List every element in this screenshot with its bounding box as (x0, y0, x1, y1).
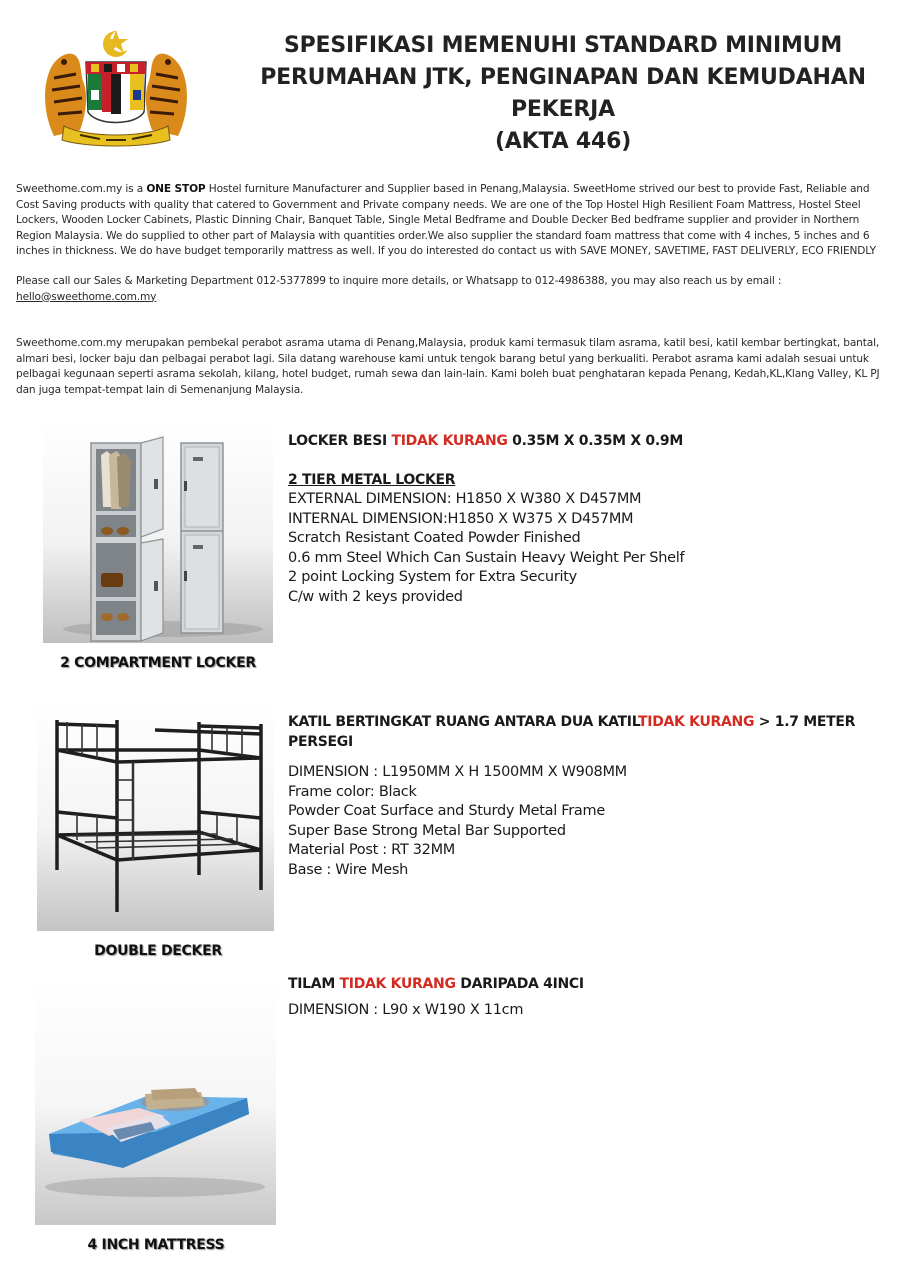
title-line-1: SPESIFIKASI MEMENUHI STANDARD MINIMUM (283, 33, 843, 58)
spec-line: Powder Coat Surface and Sturdy Metal Frame (288, 803, 605, 820)
title-line-2: PERUMAHAN JTK, PENGINAPAN DAN KEMUDAHAN PEKERJA (260, 65, 866, 122)
malaysia-coat-of-arms-icon (36, 26, 196, 148)
spec-line: 2 point Locking System for Extra Security (288, 569, 577, 586)
spec-line: EXTERNAL DIMENSION: H1850 X W380 X D457MM (288, 491, 642, 507)
mattress-spec (288, 974, 868, 1021)
email-link[interactable]: hello@sweethome.com.my (16, 290, 157, 303)
bunk-bed-icon (37, 700, 274, 931)
locker-caption: 2 COMPARTMENT LOCKER (60, 655, 256, 671)
locker-spec-heading: LOCKER BESI TIDAK KURANG 0.35M X 0.35M X 0.9M (288, 433, 683, 449)
double-decker-spec-heading: KATIL BERTINGKAT RUANG ANTARA DUA KATILTIDAK KURANG > 1.7 METER PERSEGI (288, 714, 856, 750)
intro-paragraph-ms: Sweethome.com.my merupakan pembekal perabot asrama utama di Penang,Malaysia, produk kami termasuk tilam asrama, katil besi, katil kembar bertingkat, bantal, almari besi, locker baju dan pelbagai perabot lagi. Sila datang warehouse kami untuk tengok barang betul yang berkualiti. Perabot asrama kami adalah sesuai untuk pelbagai kegunaan seperti asrama sekolah, kilang, hotel budget, rumah sewa dan lain-lain. Kami boleh buat penghataran kepada Penang, Kedah,KL,Klang Valley, KL PJ dan juga tempat-tempat lain di Semenanjung Malaysia. (16, 337, 880, 396)
spec-line: INTERNAL DIMENSION:H1850 X W375 X D457MM (288, 510, 634, 527)
emblem (36, 26, 196, 148)
spec-line: Scratch Resistant Coated Powder Finished (288, 530, 581, 547)
title-line-3: (AKTA 446) (494, 129, 632, 154)
spec-line: Super Base Strong Metal Bar Supported (288, 822, 566, 839)
spec-line: Base : Wire Mesh (288, 861, 409, 878)
locker-spec-subheading: 2 TIER METAL LOCKER (288, 472, 456, 488)
spec-line: Material Post : RT 32MM (288, 842, 456, 859)
spec-line: DIMENSION : L90 x W190 X 11cm (288, 1002, 524, 1018)
spec-line: 0.6 mm Steel Which Can Sustain Heavy Weight Per Shelf (288, 549, 685, 566)
intro-paragraph-en: Sweethome.com.my is a ONE STOP Hostel furniture Manufacturer and Supplier based in Penang,Malaysia. SweetHome strived our best to provide Fast, Reliable and Cost Saving products with quality that catered to Government and Private company needs. We are one of the Top Hostel High Resilient Foam Mattress, Hostel Steel Lockers, Wooden Locker Cabinets, Plastic Dinning Chair, Banquet Table, Single Metal Bedframe and Double Decker Bed bedframe supplier and provider in Northern Region Malaysia. We do supplied to other part of Malaysia with quantities order.We also supplier the standard foam mattress that come with 4 inches, 5 inches and 6 inches in thickness. We do have budget temporarily mattress as well. If you do interested do contact us with SAVE MONEY, SAVETIME, FAST DELIVERLY, ECO FRIENDLY (16, 183, 876, 258)
page-title (222, 30, 904, 158)
contact-paragraph: Please call our Sales & Marketing Department 012-5377899 to inquire more details, or Whatsapp to 012-4986388, you may also reach us by email : hello@sweethome.com.my (16, 275, 782, 303)
mattress-caption: 4 INCH MATTRESS (87, 1237, 225, 1253)
one-stop-bold: ONE STOP (146, 183, 206, 195)
double-decker-caption: DOUBLE DECKER (94, 943, 222, 959)
spec-line: C/w with 2 keys provided (288, 588, 463, 605)
spec-line: Frame color: Black (288, 783, 417, 800)
mattress-icon (35, 982, 276, 1225)
mattress-image (35, 982, 276, 1225)
double-decker-spec (288, 712, 868, 881)
locker-spec (288, 431, 868, 608)
double-decker-image (37, 700, 274, 931)
mattress-spec-heading: TILAM TIDAK KURANG DARIPADA 4INCI (288, 976, 584, 992)
locker-icon (43, 421, 273, 643)
spec-line: DIMENSION : L1950MM X H 1500MM X W908MM (288, 764, 627, 780)
locker-image (43, 421, 273, 643)
